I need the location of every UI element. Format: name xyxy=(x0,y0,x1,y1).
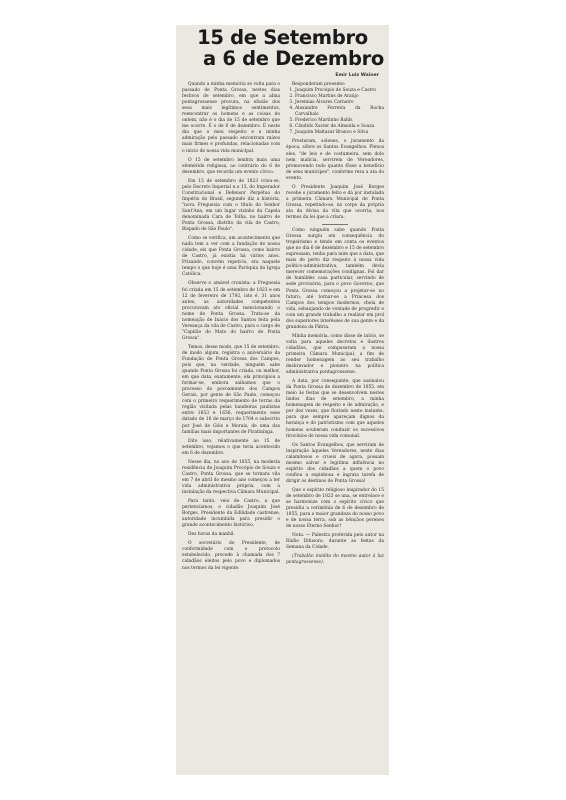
footer-note: (Trabalho inédito do mesmo autor à luz pontagrossense). xyxy=(286,554,384,566)
list-item: 7. Joaquim Maltazar Branco e Silva xyxy=(295,130,384,136)
paragraph: Como se verifica, um acontecimento que nada tem a ver com a fundação de nossa cidade, eis que Ponta Grossa, como bairro de Castro, já existia há vários anos. Frisando, convém repeti-lo, era naquele tempo o que hoje é uma Paróquia da Igreja Católica. xyxy=(182,236,280,278)
paragraph: Os Santos Evangelhos, que serviram de inspiração àqueles Vereadores, neste dias calamitosos e crueis de agora, possam mesmo salvar e legitima influência no espírito dos cidadãos a quem o povo confiou a espinhosa e ingrata tarefa de dirigir os destinos de Ponta Grossa! xyxy=(286,442,384,484)
headline-line-2: a 6 de Dezembro xyxy=(202,47,385,70)
paragraph: Prestaram, solenes, o juramento da época, sôbre os Santos Evangelhos. Plenos eles, "de leis e de costumeira, sem dolo nem malícia, servirem de Vereadores, promovendo todo quanto fôsse a benefício de seus munícipes", conforme reza a ata do evento. xyxy=(286,139,384,181)
paragraph: Responderam presente: xyxy=(292,82,346,87)
list-item: 2. Francisco Martins de Araújo xyxy=(295,94,384,100)
headline-line-1: 15 de Setembro xyxy=(197,26,368,49)
paragraph: Quando a minha memória se volta para o passado de Ponta Grossa, nestes dias festivos de setembro, em que a alma pontagrossense procura, na efusão dos seus mais legítimos sentimentos, reencontrar os homens e as coisas do ontem, não é o dia de 15 de setembro que me ocorre. É o de 6 de dezembro. É neste dia que o meu respeito e a minha admiração pelo passado encontram raízes mais firmes e profundas, relacionadas com o início de nossa vida municipal. xyxy=(182,82,280,154)
paragraph: Dez horas da manhã. xyxy=(188,532,235,538)
paragraph: Que o espírito religioso inspirador do 15 de setembro de 1823 se una, se entrelace e se harmonize com o espírito cívico que presidiu a cerimônia de 6 de dezembro de 1855, para a maior grandeza do nosso povo e de nossa terra, sob as bênçãos perenes de nosso Eterno Senhor! xyxy=(286,487,384,530)
list-item: 4. Alexandre Ferreira da Rocha Carvalhais xyxy=(295,106,384,118)
paragraph: O secretário do Presidente, de conformidade com o protocolo estabelecido, procede à chamada dos 7 cidadãos eleitos pelo povo e diplomados nos termos da lei vigente. xyxy=(182,541,280,571)
paragraph: Nesse dia, no ano de 1855, na modesta residência de Joaquim Procópio de Souza e Castro, Ponta Grossa, que se tornara vila em 7 de abril do mesmo ano começou a ter vida administrativa própria, com a instalação da respectiva Câmara Municipal. xyxy=(182,459,280,495)
paragraph: Como ninguém sabe quando Ponta Grossa surgiu em consequência do tropeirismo e tendo em conta os eventos que no dia 6 de dezembro e 15 de setembro expressam, tenho para mim que a data, que mais de perto diz respeito à nossa vida político-administrativa, também devia merecer comemorações condignas. Foi dar de humildes casa particular, servindo de sede provisória, para o povo Governo, que Ponta Grossa começou a projetar-se no futuro, até tornar-se a Princesa dos Campos dos tempos modernos, cheia de vida, esbanjando de vontade de progredir e com um grande trabalho a realizar em prol dos superiores interêsses de sua gente e da grandeza da Pátria. xyxy=(286,228,384,330)
byline: Emir Luiz Wainer xyxy=(335,73,379,78)
left-column xyxy=(182,82,280,572)
paragraph: Temos, desse modo, que 15 de setembro, de modo algum, registra o aniversário da Fundação de Ponta Grossa dos Campos, pois que, na verdade, ninguém sabe quando Ponta Grossa foi criada, ou melhor, em que data, exatamente, ela principiou a formar-se, embora saibamos que o processo do povoamento dos Campos Gerais, por gente de São Paulo, começou com o primeiro requerimento de terras da região visitada pelas bandeiras paulistas entre 1653 e 1656, requerimento esse datado de 16 de março de 1704 e subscrito por José de Góis e Morais, de uma das famílias mais importantes de Piratininga. xyxy=(182,344,280,435)
paragraph: Minha memória, como disse de início, se volta para aqueles decretos e ilustres cidadãos, que compuseram a nossa primeira Câmara Municipal, a fim de render homenagem ao seu trabalho desbravador e pioneiro na política administrativa pontagrossense. xyxy=(286,333,384,376)
right-column xyxy=(286,82,384,567)
list-item: 6. Cândido Xavier de Almeida e Souza xyxy=(295,124,384,130)
note: Nota. — Palestra proferida pelo autor na Rádio Difusora, durante as festas da Semana da Cidade. xyxy=(286,533,384,551)
paragraph: Observe o amável cronista: a Freguesia foi criada em 15 de setembro de 1823 e em 12 de fevereiro de 1792, isto é, 31 anos antes, as autoridades competentes procuravam ato oficial mencionando o nome de Ponta Grossa. Trata-se da nomeação de Inácio dos Santos feita pela Vereança da vila de Castro, para o cargo de "Capitão do Mato do bairro de Ponta Grossa". xyxy=(182,281,280,341)
paragraph: Em 15 de setembro de 1823 criou-se, pelo Decreto Imperial n.o 15, do Imperador Constitucional e Defensor Perpétuo do Império do Brasil, segundo diz a história, "nova Freguesia com o título do Senhor Sant'Ana, em um lugar vizinho da Capela denominada Cara de Tolha, no bairro de Ponta Grossa, distrito da vila de Castro, Bispado de São Paulo". xyxy=(182,178,280,233)
paragraph: O 15 de setembro lembra mais uma efeméride religiosa, ao contrário do 6 de dezembro, que recorda um evento cívico. xyxy=(182,157,280,175)
list-item: 1. Joaquim Procópio de Souza e Castro xyxy=(295,88,384,94)
paragraph: A data, por conseguinte, que assinalou da Ponta Grossa de dezembro de 1855, em meio às festas que se desenvolvem nestes lindos dias de setembro, a minha homenagem de respeito e de admiração, e por dez vezes, que florindo neste instante, para que sempre apareçam dignos da herança e do patriotismo com que aqueles homens souberam conduzir os sucessivos tirocínios de nossa vida comunal. xyxy=(286,379,384,439)
paragraph: Dito isso, relativamente ao 15 de setembro, vejamos o que teria acontecido em 6 de dezembro. xyxy=(182,438,280,456)
councilor-list xyxy=(286,88,384,136)
paragraph: Para tanto, veio de Castro, a que pertencíamos, o cidadão Joaquim José Borges, Presidente da Edilidade castrense, autoridade incumbida para presidir o grande acontecimento histórico. xyxy=(182,499,280,529)
divider xyxy=(322,224,348,225)
newspaper-clipping xyxy=(176,25,389,775)
paragraph: O Presidente Joaquim José Borges recebe o juramento feito e dá por instalada a primeira Câmara Municipal de Ponta Grossa, repetindo-se, no corpo da própria ata da divisa da vila que ocorria, nos termos da lei que a criara. xyxy=(286,184,384,220)
list-item: 5. Frederico Martinho Bahls xyxy=(295,118,384,124)
list-item: 3. Jeremias Álvares Carneiro xyxy=(295,100,384,106)
